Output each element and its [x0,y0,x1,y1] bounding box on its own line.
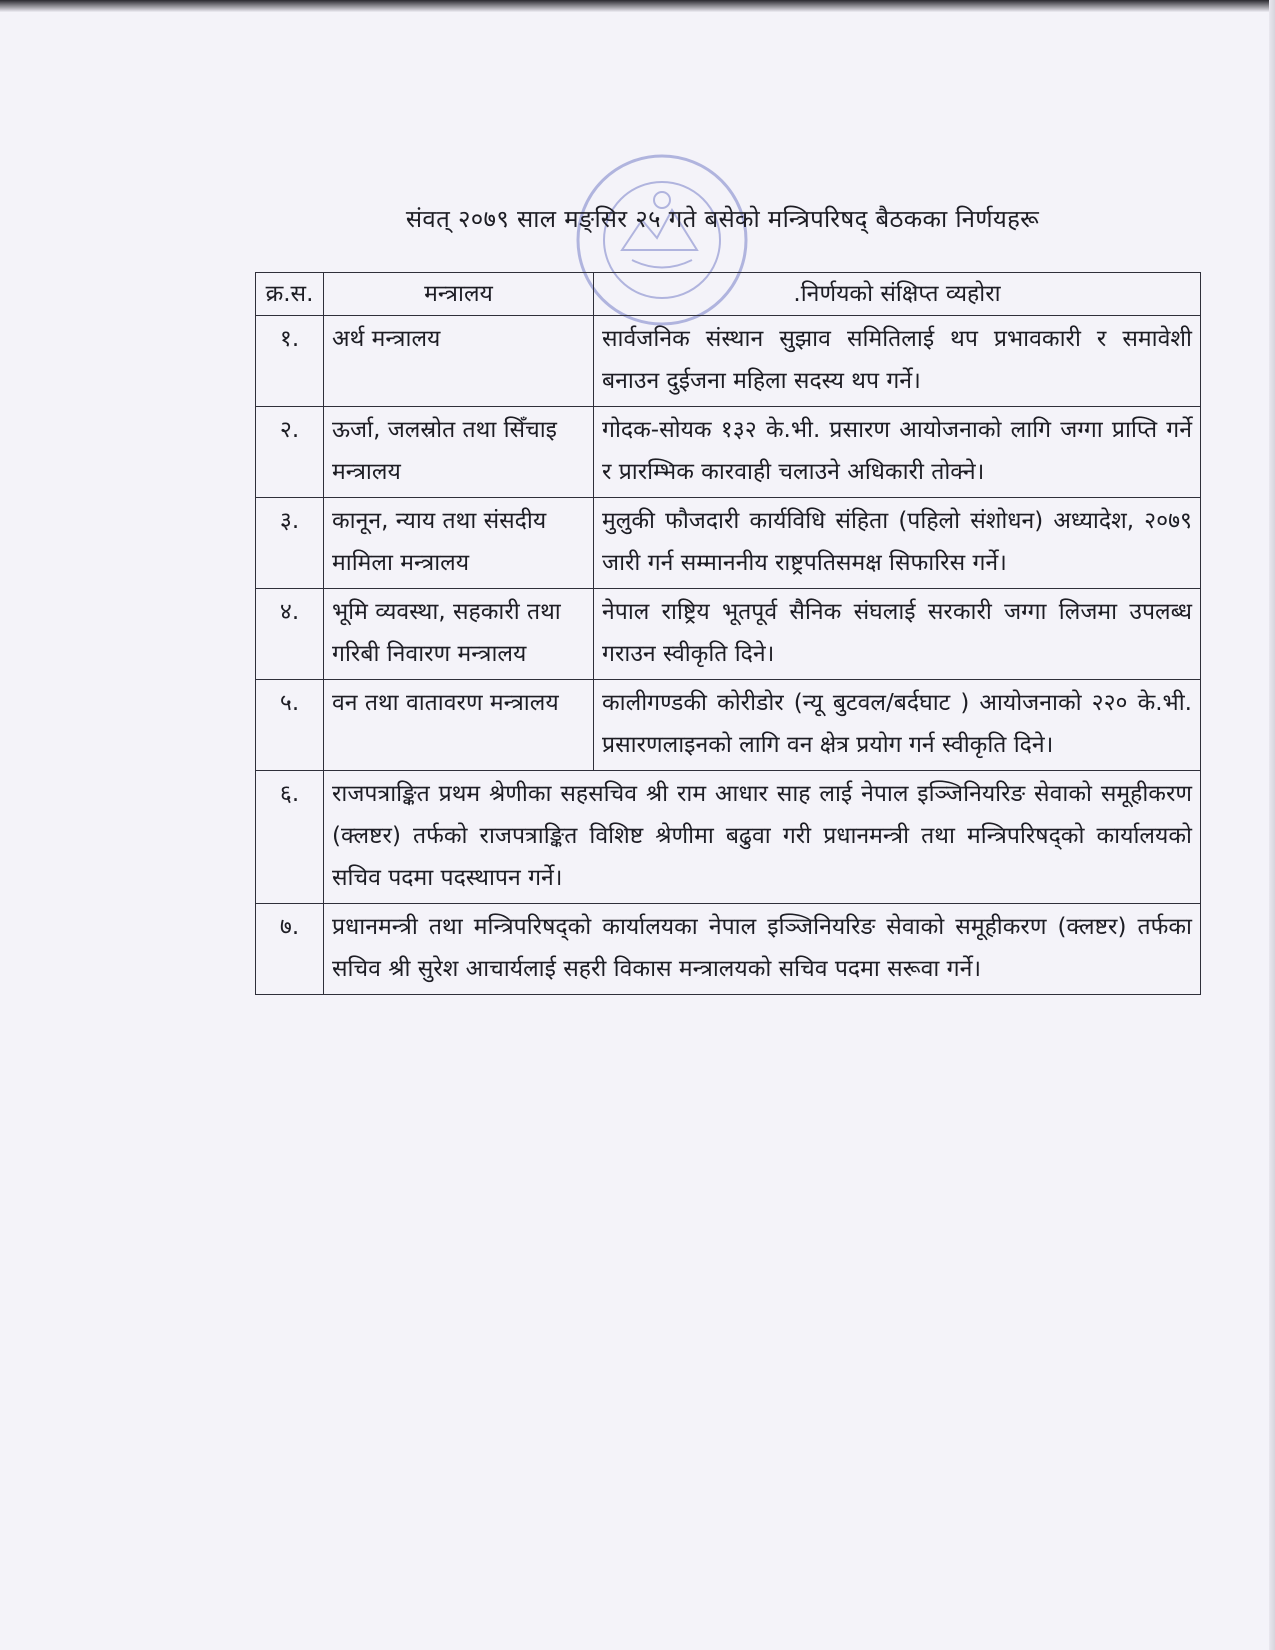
row-ministry: ऊर्जा, जलस्रोत तथा सिँचाइ मन्त्रालय [324,407,594,498]
scan-right-edge [1269,0,1275,1650]
row-serial: ४. [256,589,324,680]
table-row [256,904,1201,995]
table-row [256,316,1201,407]
table-row [256,589,1201,680]
row-serial: ५. [256,680,324,771]
table-row [256,771,1201,904]
row-serial: ७. [256,904,324,995]
row-ministry: कानून, न्याय तथा संसदीय मामिला मन्त्रालय [324,498,594,589]
decisions-table [255,272,1201,995]
row-decision: नेपाल राष्ट्रिय भूतपूर्व सैनिक संघलाई सरकारी जग्गा लिजमा उपलब्ध गराउन स्वीकृति दिने। [594,589,1201,680]
table-header-row [256,273,1201,316]
row-decision: प्रधानमन्त्री तथा मन्त्रिपरिषद्को कार्यालयका नेपाल इञ्जिनियरिङ सेवाको समूहीकरण (क्लष्टर) तर्फका सचिव श्री सुरेश आचार्यलाई सहरी विकास मन्त्रालयको सचिव पदमा सरूवा गर्ने। [324,904,1201,995]
row-serial: १. [256,316,324,407]
row-serial: ६. [256,771,324,904]
row-serial: ३. [256,498,324,589]
row-decision: सार्वजनिक संस्थान सुझाव समितिलाई थप प्रभावकारी र समावेशी बनाउन दुईजना महिला सदस्य थप गर्ने। [594,316,1201,407]
scan-top-edge [0,0,1275,12]
row-decision: मुलुकी फौजदारी कार्यविधि संहिता (पहिलो संशोधन) अध्यादेश, २०७९ जारी गर्न सम्माननीय राष्ट्रपतिसमक्ष सिफारिस गर्ने। [594,498,1201,589]
table-row [256,680,1201,771]
row-ministry: अर्थ मन्त्रालय [324,316,594,407]
table-row [256,498,1201,589]
header-ministry: मन्त्रालय [324,273,594,316]
header-decision: .निर्णयको संक्षिप्त व्यहोरा [594,273,1201,316]
row-ministry: वन तथा वातावरण मन्त्रालय [324,680,594,771]
page-title: संवत् २०७९ साल मङ्सिर २५ गते बसेको मन्त्रिपरिषद् बैठकका निर्णयहरू [405,205,1040,233]
row-decision: राजपत्राङ्कित प्रथम श्रेणीका सहसचिव श्री राम आधार साह लाई नेपाल इञ्जिनियरिङ सेवाको समूहीकरण (क्लष्टर) तर्फको राजपत्राङ्कित विशिष्ट श्रेणीमा बढुवा गरी प्रधानमन्त्री तथा मन्त्रिपरिषद्को कार्यालयको सचिव पदमा पदस्थापन गर्ने। [324,771,1201,904]
row-decision: गोदक-सोयक १३२ के.भी. प्रसारण आयोजनाको लागि जग्गा प्राप्ति गर्ने र प्रारम्भिक कारवाही चलाउने अधिकारी तोक्ने। [594,407,1201,498]
table-row [256,407,1201,498]
row-ministry: भूमि व्यवस्था, सहकारी तथा गरिबी निवारण मन्त्रालय [324,589,594,680]
row-decision: कालीगण्डकी कोरीडोर (न्यू बुटवल/बर्दघाट ) आयोजनाको २२० के.भी. प्रसारणलाइनको लागि वन क्षेत्र प्रयोग गर्न स्वीकृति दिने। [594,680,1201,771]
row-serial: २. [256,407,324,498]
header-serial: क्र.स. [256,273,324,316]
